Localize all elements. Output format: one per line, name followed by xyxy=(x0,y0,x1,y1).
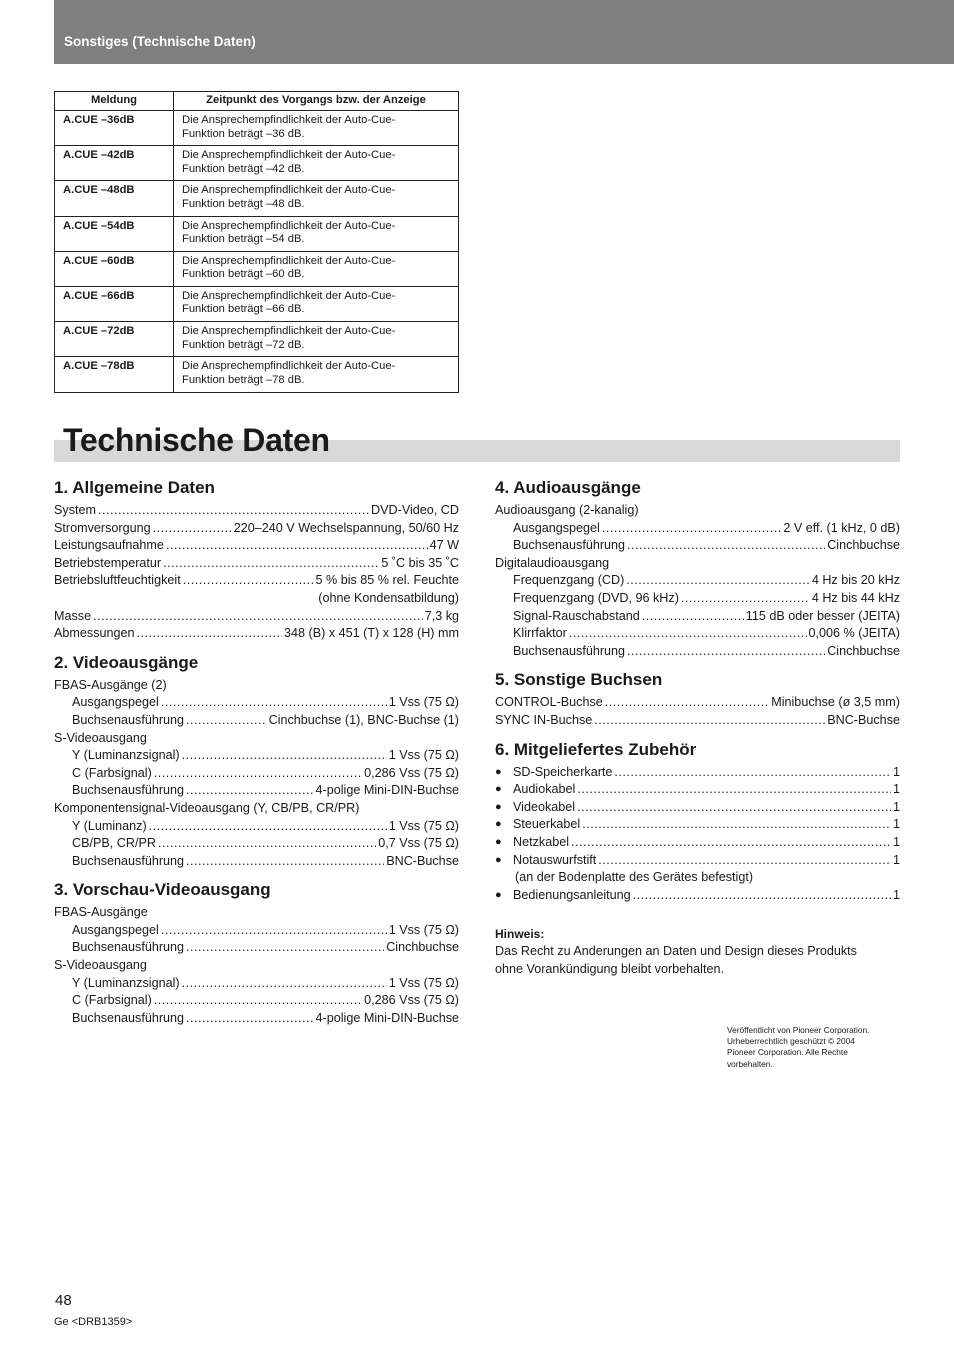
spec-value: BNC-Buchse xyxy=(827,712,900,727)
note-line: Das Recht zu Anderungen an Daten und Design dieses Produkts xyxy=(495,944,857,959)
spec-row xyxy=(495,625,900,643)
spec-value: 0,286 Vss (75 Ω) xyxy=(364,993,459,1008)
message-description xyxy=(174,111,459,146)
spec-row xyxy=(495,520,900,538)
left-column xyxy=(54,478,459,1027)
spec-label: Y (Luminanzsignal) xyxy=(72,748,180,763)
message-description xyxy=(174,216,459,251)
bullet-icon: ● xyxy=(495,765,502,778)
spec-label: Buchsenausführung xyxy=(72,940,185,955)
spec-label: Betriebsluftfeuchtigkeit xyxy=(54,573,181,588)
message-code: A.CUE –48dB xyxy=(55,181,174,216)
spec-row xyxy=(54,608,459,626)
spec-label: SYNC IN-Buchse xyxy=(495,712,593,727)
accessory-qty: 1 xyxy=(892,782,900,797)
description-line: Die Ansprechempfindlichkeit der Auto-Cue- xyxy=(182,114,396,126)
spec-value: Cinchbuchse xyxy=(386,940,459,955)
spec-row xyxy=(495,694,900,712)
spec-label: Buchsenausführung xyxy=(72,853,185,868)
spec-row xyxy=(54,782,459,800)
bullet-icon: ● xyxy=(495,835,502,848)
section-heading: 4. Audioausgänge xyxy=(495,478,641,497)
spec-value: BNC-Buchse xyxy=(386,853,459,868)
publisher-line: vorbehalten. xyxy=(727,1058,773,1069)
bullet-icon: ● xyxy=(495,888,502,901)
description-line: Die Ansprechempfindlichkeit der Auto-Cue- xyxy=(182,289,396,302)
column-header-description: Zeitpunkt des Vorgangs bzw. der Anzeige xyxy=(174,92,459,111)
spec-row xyxy=(54,1010,459,1028)
spec-value: 1 Vss (75 Ω) xyxy=(388,748,459,763)
spec-value: 4-polige Mini-DIN-Buchse xyxy=(315,1010,459,1025)
accessory-label: Steuerkabel xyxy=(513,817,581,832)
spec-label: CB/PB, CR/PR xyxy=(72,836,156,851)
spec-value: 1 Vss (75 Ω) xyxy=(388,695,459,710)
spec-label: Ausgangspegel xyxy=(72,922,159,937)
spec-row xyxy=(54,818,459,836)
accessory-item xyxy=(495,834,900,852)
spec-label: Buchsenausführung xyxy=(72,1010,185,1025)
spec-row xyxy=(54,975,459,993)
spec-label: C (Farbsignal) xyxy=(72,765,152,780)
spec-row xyxy=(495,712,900,730)
message-code: A.CUE –60dB xyxy=(55,251,174,286)
spec-label: Stromversorgung xyxy=(54,520,151,535)
accessory-item xyxy=(495,799,900,817)
spec-label: Buchsenausführung xyxy=(513,538,626,553)
spec-group-label: FBAS-Ausgänge xyxy=(54,905,148,920)
spec-row xyxy=(54,555,459,573)
spec-value: 7,3 kg xyxy=(424,608,459,623)
spec-group-label: Digitalaudioausgang xyxy=(495,555,610,570)
message-code: A.CUE –78dB xyxy=(55,357,174,392)
accessory-qty: 1 xyxy=(892,887,900,902)
spec-value: DVD-Video, CD xyxy=(371,503,459,517)
message-code: A.CUE –66dB xyxy=(55,286,174,321)
accessory-label: Bedienungsanleitung xyxy=(513,887,631,902)
spec-group-label: S-Videoausgang xyxy=(54,730,147,745)
spec-row xyxy=(54,520,459,538)
section-heading: 1. Allgemeine Daten xyxy=(54,478,215,497)
spec-row xyxy=(495,608,900,626)
message-code: A.CUE –36dB xyxy=(55,111,174,146)
publisher-line: Urheberrechtlich geschützt © 2004 xyxy=(727,1036,855,1047)
message-description xyxy=(174,357,459,392)
spec-row xyxy=(54,922,459,940)
publisher-notice xyxy=(727,1025,907,1070)
spec-row xyxy=(54,625,459,643)
spec-value: 0,006 % (JEITA) xyxy=(808,626,900,641)
spec-value: 0,7 Vss (75 Ω) xyxy=(378,836,459,851)
section-title: Sonstiges (Technische Daten) xyxy=(64,34,256,49)
bullet-icon: ● xyxy=(495,800,502,813)
spec-row xyxy=(54,835,459,853)
bullet-icon: ● xyxy=(495,818,502,831)
spec-row xyxy=(54,992,459,1010)
spec-label: Ausgangspegel xyxy=(513,520,600,535)
spec-label: Buchsenausführung xyxy=(72,712,185,727)
accessory-qty: 1 xyxy=(892,799,900,814)
spec-label: Signal-Rauschabstand xyxy=(513,608,640,623)
spec-row xyxy=(54,537,459,555)
spec-value: 47 W xyxy=(429,538,459,553)
table-row xyxy=(55,181,459,216)
spec-row xyxy=(54,712,459,730)
description-line: Funktion beträgt –42 dB. xyxy=(182,162,305,175)
table-row xyxy=(55,251,459,286)
spec-row xyxy=(495,643,900,661)
spec-row xyxy=(54,694,459,712)
spec-label: Y (Luminanz) xyxy=(72,818,147,833)
spec-label: Ausgangspegel xyxy=(72,695,159,710)
publisher-line: Pioneer Corporation. Alle Rechte xyxy=(727,1047,848,1058)
spec-value: 1 Vss (75 Ω) xyxy=(388,922,459,937)
spec-label: Frequenzgang (DVD, 96 kHz) xyxy=(513,590,679,605)
accessory-item xyxy=(495,887,900,905)
section-heading: 5. Sonstige Buchsen xyxy=(495,670,663,690)
description-line: Die Ansprechempfindlichkeit der Auto-Cue- xyxy=(182,149,396,162)
note-text xyxy=(495,942,900,978)
description-line: Funktion beträgt –48 dB. xyxy=(182,197,305,210)
spec-value: 115 dB oder besser (JEITA) xyxy=(745,608,900,623)
accessory-label: Netzkabel xyxy=(513,834,570,849)
accessory-label: Videokabel xyxy=(513,799,576,814)
accessory-qty: 1 xyxy=(892,764,900,779)
spec-row xyxy=(495,590,900,608)
spec-label: Frequenzgang (CD) xyxy=(513,573,625,588)
page-number: 48 xyxy=(55,1292,72,1309)
spec-value: Cinchbuchse (1), BNC-Buchse (1) xyxy=(268,712,459,727)
description-line: Funktion beträgt –36 dB. xyxy=(182,127,305,140)
spec-value: Minibuchse (ø 3,5 mm) xyxy=(771,695,900,710)
description-line: Funktion beträgt –72 dB. xyxy=(182,338,305,351)
description-line: Funktion beträgt –78 dB. xyxy=(182,373,305,386)
spec-note: (ohne Kondensatbildung) xyxy=(318,590,459,605)
accessory-item xyxy=(495,852,900,870)
spec-value: 348 (B) x 451 (T) x 128 (H) mm xyxy=(284,626,459,641)
section-heading: 6. Mitgeliefertes Zubehör xyxy=(495,739,697,759)
table-row xyxy=(55,216,459,251)
message-code: A.CUE –54dB xyxy=(55,216,174,251)
accessory-note: (an der Bodenplatte des Gerätes befestigt) xyxy=(515,870,754,885)
section-heading: 2. Videoausgänge xyxy=(54,652,199,672)
spec-label: Buchsenausführung xyxy=(513,643,626,658)
description-line: Funktion beträgt –66 dB. xyxy=(182,303,305,316)
message-description xyxy=(174,146,459,181)
spec-value: 1 Vss (75 Ω) xyxy=(388,818,459,833)
spec-group-label: FBAS-Ausgänge (2) xyxy=(54,677,167,692)
section-header-bar xyxy=(54,0,954,64)
spec-value: 220–240 V Wechselspannung, 50/60 Hz xyxy=(233,520,459,535)
spec-row xyxy=(54,502,459,520)
spec-value: Cinchbuchse xyxy=(827,643,900,658)
spec-row xyxy=(495,572,900,590)
spec-group-label: Audioausgang (2-kanalig) xyxy=(495,503,639,517)
accessory-item xyxy=(495,781,900,799)
spec-value: 4 Hz bis 44 kHz xyxy=(811,590,900,605)
accessory-item xyxy=(495,764,900,782)
spec-label: Leistungsaufnahme xyxy=(54,538,164,553)
note-heading: Hinweis: xyxy=(495,927,545,942)
message-code: A.CUE –72dB xyxy=(55,322,174,357)
spec-label: Abmessungen xyxy=(54,626,135,641)
table-row xyxy=(55,146,459,181)
accessory-label: Notauswurfstift xyxy=(513,852,597,867)
spec-label: CONTROL-Buchse xyxy=(495,695,603,710)
description-line: Funktion beträgt –54 dB. xyxy=(182,233,305,246)
message-description xyxy=(174,322,459,357)
page-title: Technische Daten xyxy=(63,422,330,458)
spec-value: 5 % bis 85 % rel. Feuchte xyxy=(315,573,459,588)
description-line: Funktion beträgt –60 dB. xyxy=(182,268,305,281)
description-line: Die Ansprechempfindlichkeit der Auto-Cue- xyxy=(182,254,396,267)
description-line: Die Ansprechempfindlichkeit der Auto-Cue- xyxy=(182,325,396,338)
column-header-code: Meldung xyxy=(55,92,174,111)
note-line: ohne Vorankündigung bleibt vorbehalten. xyxy=(495,962,724,977)
spec-label: Klirrfaktor xyxy=(513,626,567,641)
table-row xyxy=(55,357,459,392)
spec-group-label: S-Videoausgang xyxy=(54,958,147,973)
spec-value: 0,286 Vss (75 Ω) xyxy=(364,765,459,780)
spec-row xyxy=(54,572,459,590)
description-line: Die Ansprechempfindlichkeit der Auto-Cue- xyxy=(182,184,396,197)
description-line: Die Ansprechempfindlichkeit der Auto-Cue- xyxy=(182,219,396,232)
bullet-icon: ● xyxy=(495,853,502,866)
spec-row xyxy=(54,853,459,871)
message-description xyxy=(174,251,459,286)
message-code: A.CUE –42dB xyxy=(55,146,174,181)
message-table xyxy=(54,91,459,393)
spec-row xyxy=(54,765,459,783)
spec-value: Cinchbuchse xyxy=(827,538,900,553)
message-description xyxy=(174,286,459,321)
table-header-row xyxy=(55,92,459,111)
table-row xyxy=(55,286,459,321)
publisher-line: Veröffentlicht von Pioneer Corporation. xyxy=(727,1025,870,1035)
accessory-qty: 1 xyxy=(892,852,900,867)
accessory-label: Audiokabel xyxy=(513,782,576,797)
accessory-qty: 1 xyxy=(892,834,900,849)
spec-label: Betriebstemperatur xyxy=(54,555,162,570)
message-description xyxy=(174,181,459,216)
spec-value: 5 ˚C bis 35 ˚C xyxy=(381,555,459,570)
table-row xyxy=(55,322,459,357)
document-code: Ge <DRB1359> xyxy=(54,1316,133,1328)
spec-value: 1 Vss (75 Ω) xyxy=(388,975,459,990)
spec-label: C (Farbsignal) xyxy=(72,993,152,1008)
spec-group-label: Komponentensignal-Videoausgang (Y, CB/PB, CR/PR) xyxy=(54,800,360,815)
accessory-item xyxy=(495,816,900,834)
spec-row xyxy=(54,939,459,957)
bullet-icon: ● xyxy=(495,783,502,796)
spec-label: System xyxy=(54,503,96,517)
description-line: Die Ansprechempfindlichkeit der Auto-Cue- xyxy=(182,360,396,373)
spec-label: Buchsenausführung xyxy=(72,783,185,798)
spec-label: Masse xyxy=(54,608,92,623)
right-column xyxy=(495,478,900,978)
spec-label: Y (Luminanzsignal) xyxy=(72,975,180,990)
table-row xyxy=(55,111,459,146)
spec-value: 2 V eff. (1 kHz, 0 dB) xyxy=(783,520,900,535)
spec-row xyxy=(54,747,459,765)
accessory-label: SD-Speicherkarte xyxy=(513,764,613,779)
spec-value: 4-polige Mini-DIN-Buchse xyxy=(315,783,459,798)
spec-row xyxy=(495,537,900,555)
section-heading: 3. Vorschau-Videoausgang xyxy=(54,880,271,900)
spec-value: 4 Hz bis 20 kHz xyxy=(811,573,900,588)
accessory-qty: 1 xyxy=(892,817,900,832)
